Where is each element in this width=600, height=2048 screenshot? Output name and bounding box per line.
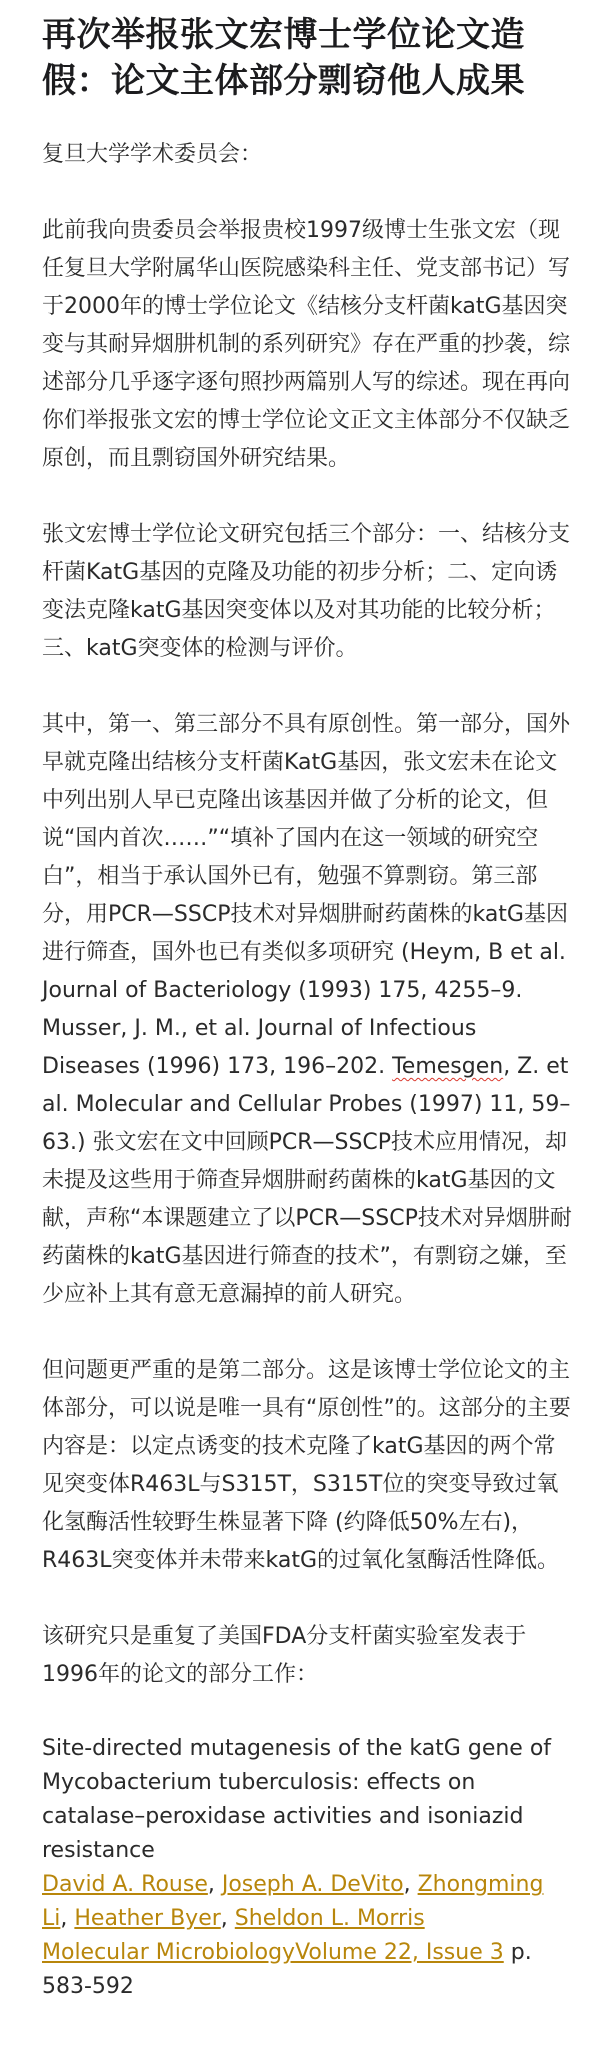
reference-authors: David A. Rouse, Joseph A. DeVito, Zhongming Li, Heather Byer, Sheldon L. Morris (42, 1872, 544, 1931)
author-link[interactable]: Sheldon L. Morris (234, 1906, 425, 1931)
author-link[interactable]: Zhongming Li (42, 1872, 544, 1931)
paragraph-3-part-b: , Z. et al. Molecular and Cellular Probes (1997) 11, 59–63.) 张文宏在文中回顾PCR—SSCP技术应用情况，却未提及这些用于筛查异烟肼耐药菌株的katG基因的文献，声称“本课题建立了以PCR—SSCP技术对异烟肼耐药菌株的katG基因进行筛查的技术”，有剽窃之嫌，至少应补上其有意无意漏掉的前人研究。 (42, 1054, 572, 1307)
paragraph-4: 但问题更严重的是第二部分。这是该博士学位论文的主体部分，可以说是唯一具有“原创性”的。这部分的主要内容是：以定点诱变的技术克隆了katG基因的两个常见突变体R463L与S315T，S315T位的突变导致过氧化氢酶活性较野生株显著下降 (约降低50%左右)，R463L突变体并未带来katG的过氧化氢酶活性降低。 (42, 1358, 571, 1573)
paragraph-3 (42, 706, 574, 1314)
paragraph-2: 张文宏博士学位论文研究包括三个部分：一、结核分支杆菌KatG基因的克隆及功能的初步分析；二、定向诱变法克隆katG基因突变体以及对其功能的比较分析；三、katG突变体的检测与评价。 (42, 522, 571, 661)
reference-pages: p. 583-592 (42, 1940, 532, 1999)
spellcheck-flagged-word[interactable]: Temesgen (392, 1054, 504, 1079)
paragraph-5: 该研究只是重复了美国FDA分支杆菌实验室发表于1996年的论文的部分工作： (42, 1624, 527, 1687)
journal-link[interactable]: Molecular MicrobiologyVolume 22, Issue 3 (42, 1940, 504, 1965)
paragraph-1: 此前我向贵委员会举报贵校1997级博士生张文宏（现任复旦大学附属华山医院感染科主任、党支部书记）写于2000年的博士学位论文《结核分支杆菌katG基因突变与其耐异烟肼机制的系列研究》存在严重的抄袭，综述部分几乎逐字逐句照抄两篇别人写的综述。现在再向你们举报张文宏的博士学位论文正文主体部分不仅缺乏原创，而且剽窃国外研究结果。 (42, 218, 571, 471)
salutation: 复旦大学学术委员会： (42, 142, 263, 167)
author-link[interactable]: Heather Byer (74, 1906, 221, 1931)
article-title: 再次举报张文宏博士学位论文造假：论文主体部分剽窃他人成果 (42, 15, 525, 101)
author-link[interactable]: David A. Rouse (42, 1872, 208, 1897)
reference-title: Site-directed mutagenesis of the katG gene of Mycobacterium tuberculosis: effects on catalase–peroxidase activities and isoniazid resistance (42, 1736, 552, 1863)
author-link[interactable]: Joseph A. DeVito (221, 1872, 404, 1897)
paragraph-3-part-a: 其中，第一、第三部分不具有原创性。第一部分，国外早就克隆出结核分支杆菌KatG基因，张文宏未在论文中列出别人早已克隆出该基因并做了分析的论文，但说“国内首次……”“填补了国内在这一领域的研究空白”，相当于承认国外已有，勉强不算剽窃。第三部分，用PCR—SSCP技术对异烟肼耐药菌株的katG基因进行筛查，国外也已有类似多项研究 (Heym, B et al. Journal of Bacteriology (1993) 175, 4255–9. Musser, J. M., et al. Journal of Infectious Diseases (1996) 173, 196–202. (42, 712, 571, 1079)
reference-citation (42, 1732, 574, 2004)
